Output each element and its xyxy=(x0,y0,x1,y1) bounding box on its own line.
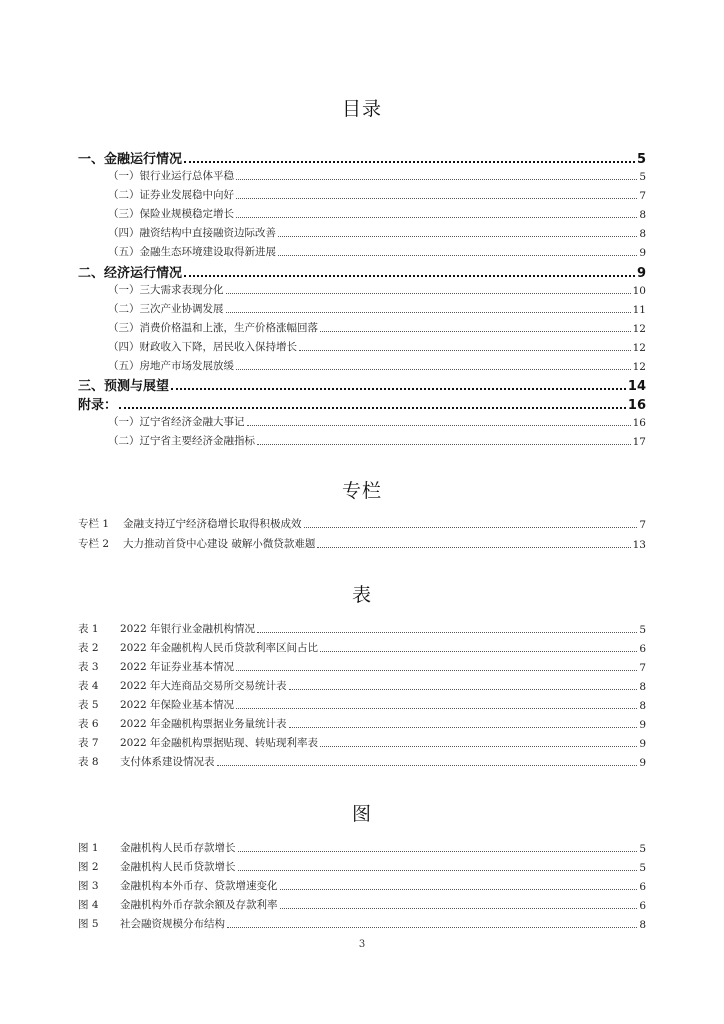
leader-dots xyxy=(227,927,637,928)
toc-entry-page: 16 xyxy=(627,398,646,413)
table-entry[interactable] xyxy=(78,621,646,636)
leader-dots xyxy=(184,161,635,163)
toc-entry[interactable] xyxy=(78,262,646,281)
table-entry[interactable] xyxy=(78,640,646,655)
tables-heading: 表 xyxy=(351,584,372,606)
table-entry-page: 9 xyxy=(639,757,646,769)
toc-entry-label: （三）消费价格温和上涨，生产价格涨幅回落 xyxy=(108,322,318,334)
figure-entry[interactable] xyxy=(78,878,646,893)
toc-entry-label: （二）辽宁省主要经济金融指标 xyxy=(108,435,255,447)
table-entry-label: 2022 年保险业基本情况 xyxy=(120,699,235,711)
table-entry-prefix: 表 2 xyxy=(78,642,99,654)
leader-dots xyxy=(236,708,637,709)
table-entry[interactable] xyxy=(78,659,646,674)
toc-entry[interactable] xyxy=(108,187,646,202)
toc-entry-page: 10 xyxy=(632,285,646,297)
leader-dots xyxy=(217,765,638,766)
toc-entry[interactable] xyxy=(108,282,646,297)
table-entry-label: 2022 年证券业基本情况 xyxy=(120,661,235,673)
toc-entry-label: 三、预测与展望 xyxy=(78,379,170,394)
toc-entry[interactable] xyxy=(108,320,646,335)
leader-dots xyxy=(236,217,637,218)
table-entry-prefix: 表 8 xyxy=(78,756,99,768)
table-entry-prefix: 表 1 xyxy=(78,623,99,635)
toc-entry-page: 12 xyxy=(632,361,646,373)
toc-entry-page: 8 xyxy=(639,209,646,221)
leader-dots xyxy=(257,444,631,445)
leader-dots xyxy=(184,275,635,277)
toc-entry-page: 5 xyxy=(639,171,646,183)
toc-entry[interactable] xyxy=(108,206,646,221)
leader-dots xyxy=(119,407,626,409)
leader-dots xyxy=(299,350,631,351)
table-entry-page: 6 xyxy=(639,643,646,655)
leader-dots xyxy=(278,255,637,256)
figure-entry-label: 金融机构人民币贷款增长 xyxy=(120,861,236,873)
figure-entry-page: 8 xyxy=(639,919,646,931)
table-entry-prefix: 表 7 xyxy=(78,737,99,749)
table-entry-label: 2022 年金融机构票据业务量统计表 xyxy=(120,718,287,730)
leader-dots xyxy=(226,312,631,313)
figure-entry[interactable] xyxy=(78,916,646,931)
toc-entry-page: 7 xyxy=(639,190,646,202)
toc-entry-page: 11 xyxy=(632,304,646,316)
leader-dots xyxy=(289,689,638,690)
toc-entry-label: （一）辽宁省经济金融大事记 xyxy=(108,416,245,428)
table-entry-label: 2022 年大连商品交易所交易统计表 xyxy=(120,680,287,692)
table-entry-page: 8 xyxy=(639,700,646,712)
leader-dots xyxy=(247,425,631,426)
figure-entry-page: 5 xyxy=(639,862,646,874)
figure-entry-prefix: 图 4 xyxy=(78,899,99,911)
column-entry-page: 13 xyxy=(632,539,646,551)
figure-entry-label: 金融机构人民币存款增长 xyxy=(120,842,236,854)
table-entry[interactable] xyxy=(78,754,646,769)
figure-entry-page: 5 xyxy=(639,843,646,855)
figure-entry[interactable] xyxy=(78,840,646,855)
toc-entry-page: 14 xyxy=(627,379,646,394)
toc-entry-page: 9 xyxy=(636,266,646,281)
leader-dots xyxy=(257,632,637,633)
leader-dots xyxy=(236,198,637,199)
toc-entry[interactable] xyxy=(108,358,646,373)
toc-entry[interactable] xyxy=(108,244,646,259)
table-entry-label: 2022 年金融机构票据贴现、转贴现利率表 xyxy=(120,737,319,749)
toc-entry-label: （一）银行业运行总体平稳 xyxy=(108,170,234,182)
table-entry-page: 8 xyxy=(639,681,646,693)
figure-entry-prefix: 图 3 xyxy=(78,880,99,892)
leader-dots xyxy=(280,908,638,909)
toc-entry-label: 一、金融运行情况 xyxy=(78,152,183,167)
figures-heading: 图 xyxy=(351,803,372,825)
table-entry-page: 9 xyxy=(639,738,646,750)
column-entry[interactable] xyxy=(78,536,646,551)
leader-dots xyxy=(320,331,631,332)
table-entry[interactable] xyxy=(78,678,646,693)
toc-heading: 目录 xyxy=(341,98,382,120)
toc-entry[interactable] xyxy=(108,225,646,240)
table-entry-label: 2022 年金融机构人民币贷款利率区间占比 xyxy=(120,642,319,654)
toc-entry[interactable] xyxy=(108,433,646,448)
leader-dots xyxy=(236,369,631,370)
table-entry-label: 支付体系建设情况表 xyxy=(120,756,215,768)
leader-dots xyxy=(289,727,638,728)
toc-entry[interactable] xyxy=(108,301,646,316)
toc-entry-label: （二）证券业发展稳中向好 xyxy=(108,189,234,201)
leader-dots xyxy=(238,851,638,852)
leader-dots xyxy=(320,746,637,747)
toc-entry-page: 16 xyxy=(632,417,646,429)
column-entry-prefix: 专栏 1 xyxy=(78,518,110,530)
column-entry-page: 7 xyxy=(639,519,646,531)
toc-entry[interactable] xyxy=(108,339,646,354)
table-entry-prefix: 表 3 xyxy=(78,661,99,673)
toc-entry-label: （四）融资结构中直接融资边际改善 xyxy=(108,227,276,239)
figure-entry-label: 金融机构本外币存、贷款增速变化 xyxy=(120,880,278,892)
toc-entry-label: （二）三次产业协调发展 xyxy=(108,303,224,315)
figure-entry-label: 社会融资规模分布结构 xyxy=(120,918,225,930)
toc-entry-label: （三）保险业规模稳定增长 xyxy=(108,208,234,220)
toc-entry[interactable] xyxy=(78,375,646,394)
column-entry-label: 金融支持辽宁经济稳增长取得积极成效 xyxy=(123,518,302,530)
toc-entry-page: 9 xyxy=(639,247,646,259)
figure-entry-prefix: 图 5 xyxy=(78,918,99,930)
column-entry-prefix: 专栏 2 xyxy=(78,538,110,550)
toc-entry-label: （五）金融生态环境建设取得新进展 xyxy=(108,246,276,258)
columns-heading: 专栏 xyxy=(341,480,382,502)
table-entry[interactable] xyxy=(78,735,646,750)
leader-dots xyxy=(278,236,637,237)
leader-dots xyxy=(236,179,637,180)
table-entry-prefix: 表 4 xyxy=(78,680,99,692)
page-number: 3 xyxy=(358,939,366,950)
leader-dots xyxy=(304,527,638,528)
toc-entry[interactable] xyxy=(108,168,646,183)
toc-entry-label: 二、经济运行情况 xyxy=(78,266,183,281)
toc-entry-page: 17 xyxy=(632,436,646,448)
toc-entry-page: 12 xyxy=(632,342,646,354)
table-entry-prefix: 表 5 xyxy=(78,699,99,711)
leader-dots xyxy=(280,889,638,890)
leader-dots xyxy=(171,388,626,390)
table-entry-label: 2022 年银行业金融机构情况 xyxy=(120,623,256,635)
table-entry-prefix: 表 6 xyxy=(78,718,99,730)
toc-entry-label: （一）三大需求表现分化 xyxy=(108,284,224,296)
leader-dots xyxy=(317,547,630,548)
leader-dots xyxy=(320,651,637,652)
column-entry-label: 大力推动首贷中心建设 破解小微贷款难题 xyxy=(123,538,316,550)
figure-entry-page: 6 xyxy=(639,881,646,893)
figure-entry-page: 6 xyxy=(639,900,646,912)
table-entry-page: 7 xyxy=(639,662,646,674)
figure-entry-prefix: 图 1 xyxy=(78,842,99,854)
figure-entry[interactable] xyxy=(78,859,646,874)
toc-entry-page: 12 xyxy=(632,323,646,335)
figure-entry-prefix: 图 2 xyxy=(78,861,99,873)
column-entry[interactable] xyxy=(78,516,646,531)
toc-entry-page: 5 xyxy=(636,152,646,167)
toc-entry-label: 附录： xyxy=(78,398,118,413)
toc-entry-label: （四）财政收入下降，居民收入保持增长 xyxy=(108,341,297,353)
table-entry[interactable] xyxy=(78,716,646,731)
figure-entry[interactable] xyxy=(78,897,646,912)
toc-entry[interactable] xyxy=(108,414,646,429)
leader-dots xyxy=(236,670,637,671)
leader-dots xyxy=(238,870,638,871)
table-entry-page: 9 xyxy=(639,719,646,731)
toc-entry[interactable] xyxy=(78,394,646,413)
table-entry[interactable] xyxy=(78,697,646,712)
toc-entry-label: （五）房地产市场发展放缓 xyxy=(108,360,234,372)
toc-entry-page: 8 xyxy=(639,228,646,240)
leader-dots xyxy=(226,293,631,294)
figure-entry-label: 金融机构外币存款余额及存款利率 xyxy=(120,899,278,911)
toc-entry[interactable] xyxy=(78,148,646,167)
table-entry-page: 5 xyxy=(639,624,646,636)
